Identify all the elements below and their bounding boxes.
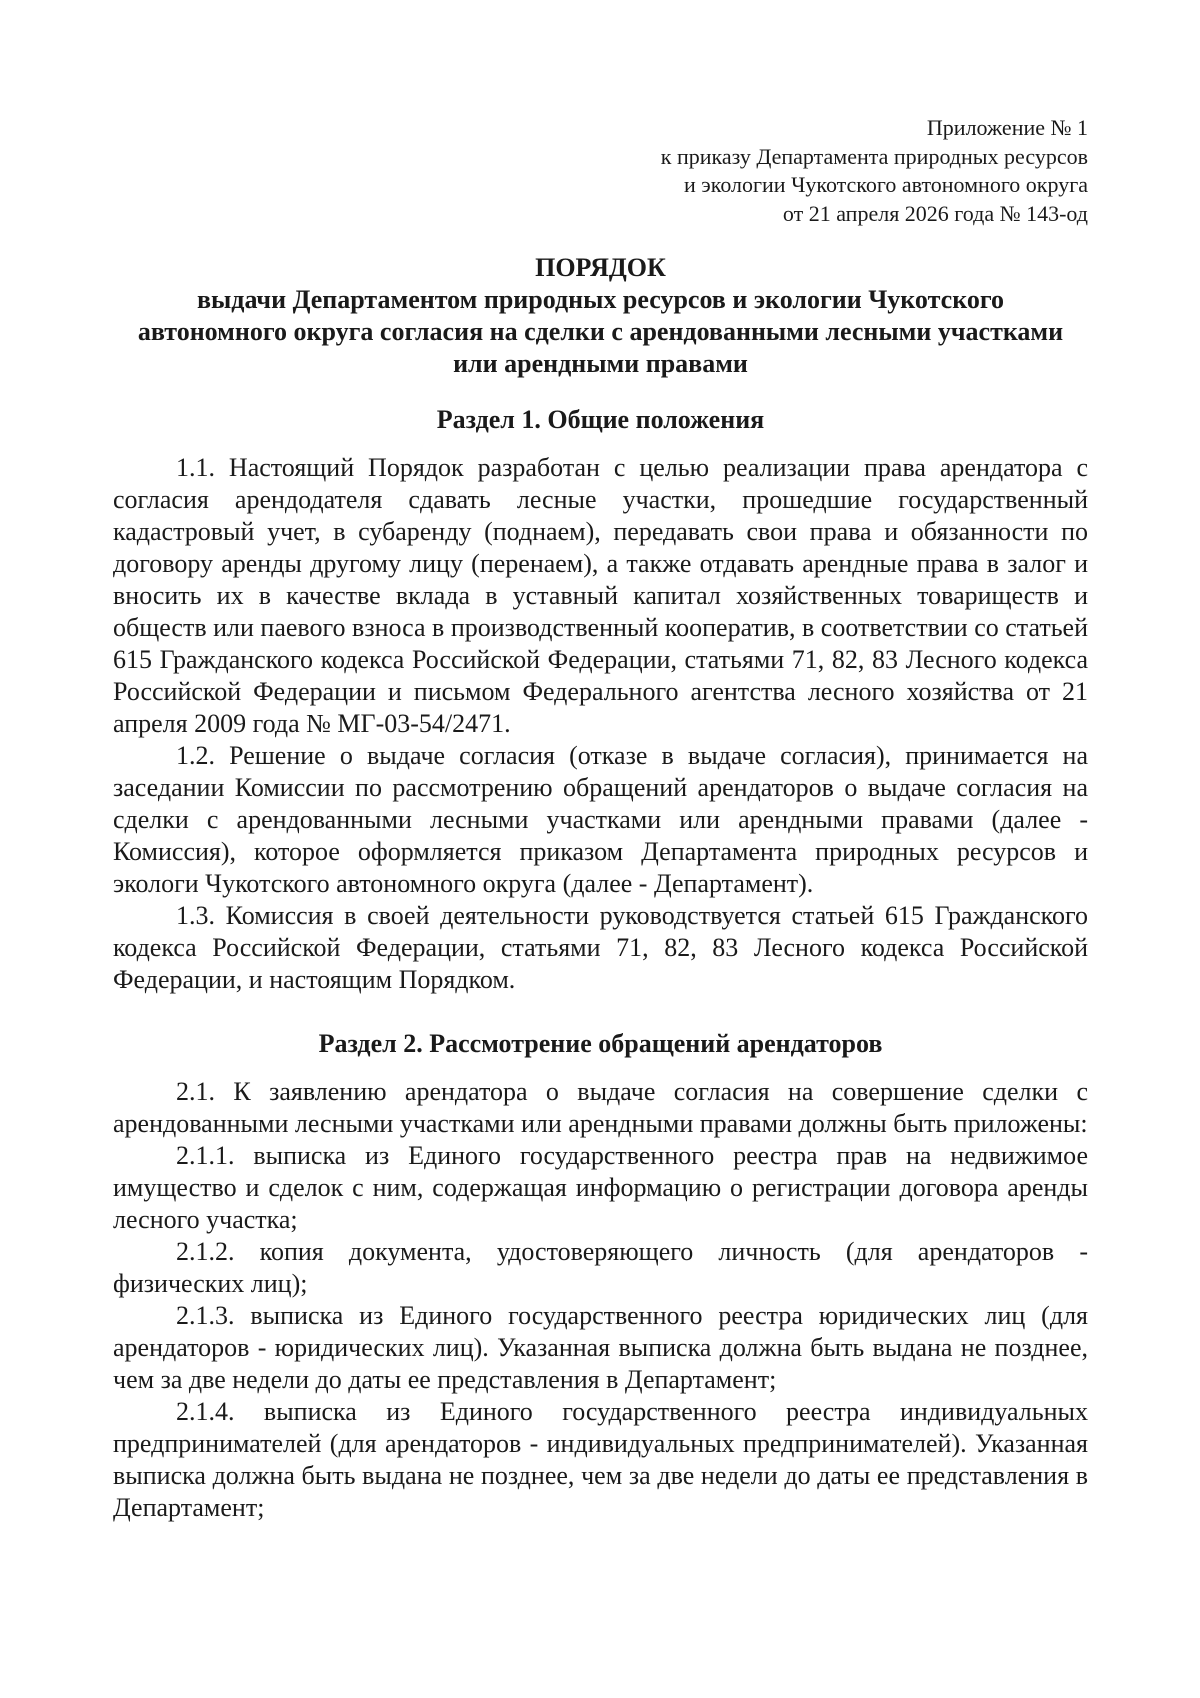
subtitle-line: или арендными правами [453, 349, 748, 378]
appendix-line: и экологии Чукотского автономного округа [684, 172, 1088, 197]
paragraph-2-1-4: 2.1.4. выписка из Единого государственного реестра индивидуальных предпринимателей (для арендаторов - индивидуальных предпринимателей). Указанная выписка должна быть выдана не позднее, чем за две недели до даты ее представления в Департамент; [113, 1397, 1088, 1522]
appendix-line: от 21 апреля 2026 года № 143-од [782, 200, 1088, 226]
paragraph-2-1-3: 2.1.3. выписка из Единого государственного реестра юридических лиц (для арендаторов - юридических лиц). Указанная выписка должна быть выдана не позднее, чем за две недели до даты ее представления в Департамент; [113, 1301, 1088, 1394]
paragraph-2-1: 2.1. К заявлению арендатора о выдаче согласия на совершение сделки с арендованными лесными участками или арендными правами должны быть приложены: [113, 1077, 1088, 1138]
paragraph-2-1-2: 2.1.2. копия документа, удостоверяющего личность (для арендаторов - физических лиц); [113, 1237, 1088, 1298]
document-title: ПОРЯДОК [535, 253, 666, 282]
appendix-line: к приказу Департамента природных ресурсов [660, 143, 1088, 169]
section-1-heading: Раздел 1. Общие положения [436, 405, 765, 434]
paragraph-2-1-1: 2.1.1. выписка из Единого государственного реестра прав на недвижимое имущество и сделок с ним, содержащая информацию о регистрации договора аренды лесного участка; [113, 1141, 1088, 1234]
paragraph-1-3: 1.3. Комиссия в своей деятельности руководствуется статьей 615 Гражданского кодекса Российской Федерации, статьями 71, 82, 83 Лесного кодекса Российской Федерации, и настоящим Порядком. [113, 901, 1088, 994]
document-subtitle [113, 284, 1088, 380]
appendix-header [113, 114, 1088, 228]
paragraph-1-1: 1.1. Настоящий Порядок разработан с целью реализации права арендатора с согласия арендодателя сдавать лесные участки, прошедшие государственный кадастровый учет, в субаренду (поднаем), передавать свои права и обязанности по договору аренды другому лицу (перенаем), а также отдавать арендные права в залог и вносить их в качестве вклада в уставный капитал хозяйственных товариществ и обществ или паевого взноса в производственный кооператив, в соответствии со статьей 615 Гражданского кодекса Российской Федерации, статьями 71, 82, 83 Лесного кодекса Российской Федерации и письмом Федерального агентства лесного хозяйства от 21 апреля 2009 года № МГ-03-54/2471. [113, 453, 1088, 738]
appendix-line: Приложение № 1 [926, 115, 1088, 140]
subtitle-line: автономного округа согласия на сделки с арендованными лесными участками [137, 317, 1064, 346]
section-2-heading: Раздел 2. Рассмотрение обращений арендаторов [318, 1029, 883, 1058]
paragraph-1-2: 1.2. Решение о выдаче согласия (отказе в выдаче согласия), принимается на заседании Комиссии по рассмотрению обращений арендаторов о выдаче согласия на сделки с арендованными лесными участками или арендными правами (далее - Комиссия), которое оформляется приказом Департамента природных ресурсов и экологи Чукотского автономного округа (далее - Департамент). [113, 741, 1088, 898]
subtitle-line: выдачи Департаментом природных ресурсов и экологии Чукотского [196, 285, 1005, 314]
